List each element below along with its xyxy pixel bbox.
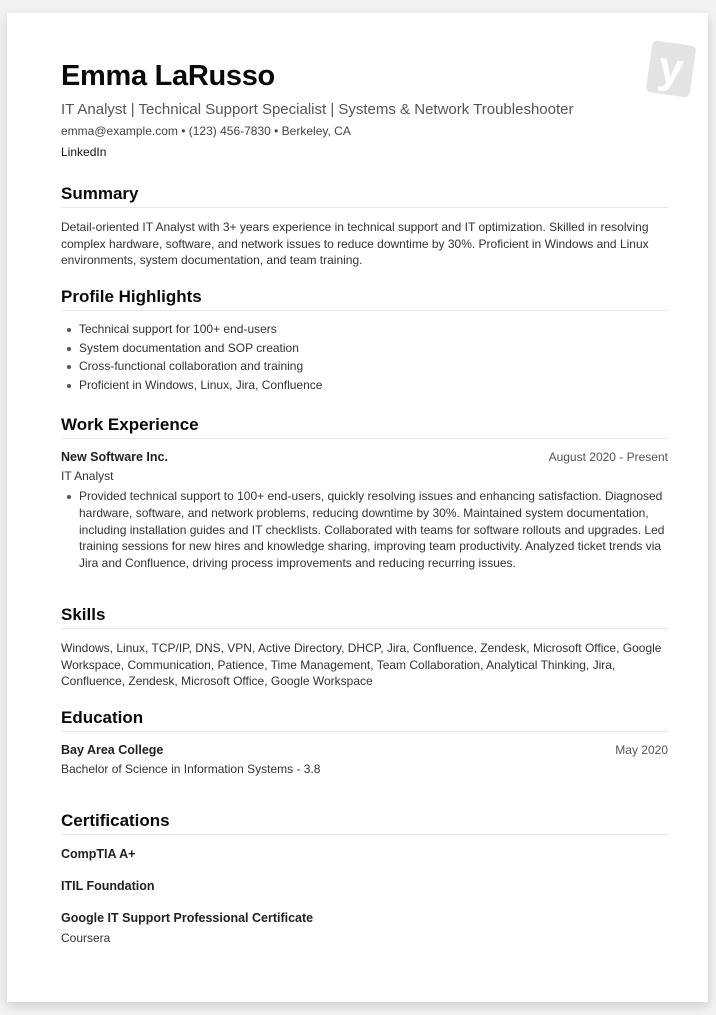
job-role: IT Analyst xyxy=(61,469,114,483)
job-bullet: Provided technical support to 100+ end-users, quickly resolving issues and enhancing satisfaction. Diagnosed hardware, software, and network problems, reducing downtime by 30%. Maintained system documentation, including installation guides and IT checklists. Collaborated with teams for software rollouts and upgrades. Led training sessions for new hires and knowledge sharing, improving team productivity. Analyzed ticket trends via Jira and Confluence, driving process improvements and reducing recurring issues. xyxy=(61,488,671,572)
section-title-education: Education xyxy=(61,708,668,732)
certification-name: Google IT Support Professional Certificate xyxy=(61,911,314,925)
skills-text: Windows, Linux, TCP/IP, DNS, VPN, Active Directory, DHCP, Jira, Confluence, Zendesk, Microsoft Office, Google Workspace, Communication, Patience, Time Management, Team Collaboration, Analytical Thinking, Jira, Confluence, Zendesk, Microsoft Office, Google Workspace xyxy=(61,641,662,688)
section-title-skills: Skills xyxy=(61,605,668,629)
job-header xyxy=(61,450,668,464)
candidate-name: Emma LaRusso xyxy=(61,60,275,92)
education-date: May 2020 xyxy=(615,743,668,757)
contact-info: emma@example.com • (123) 456-7830 • Berkeley, CA xyxy=(61,124,351,138)
section-title-experience: Work Experience xyxy=(61,415,668,439)
linkedin-link[interactable]: LinkedIn xyxy=(61,145,107,159)
education-degree: Bachelor of Science in Information Systems - 3.8 xyxy=(61,762,321,776)
certification-name: CompTIA A+ xyxy=(61,847,136,861)
certification-issuer: Coursera xyxy=(61,931,111,945)
education-school: Bay Area College xyxy=(61,743,164,757)
section-title-certifications: Certifications xyxy=(61,811,668,835)
highlights-list xyxy=(61,320,671,394)
highlight-item: Cross-functional collaboration and training xyxy=(61,357,671,376)
job-bullets xyxy=(61,488,671,572)
section-title-highlights: Profile Highlights xyxy=(61,287,668,311)
candidate-headline: IT Analyst | Technical Support Specialist | Systems & Network Troubleshooter xyxy=(61,101,574,118)
highlight-item: Proficient in Windows, Linux, Jira, Confluence xyxy=(61,376,671,395)
summary-text: Detail-oriented IT Analyst with 3+ years experience in technical support and IT optimization. Skilled in resolving complex hardware, software, and network issues to reduce downtime by 30%. Proficient in Windows and Linux environments, system documentation, and team training. xyxy=(61,220,649,267)
brand-logo-icon: y xyxy=(646,40,697,98)
job-dates: August 2020 - Present xyxy=(548,450,668,464)
certification-name: ITIL Foundation xyxy=(61,879,155,893)
highlight-item: Technical support for 100+ end-users xyxy=(61,320,671,339)
education-header xyxy=(61,743,668,757)
highlight-item: System documentation and SOP creation xyxy=(61,339,671,358)
job-company: New Software Inc. xyxy=(61,450,168,464)
section-title-summary: Summary xyxy=(61,184,668,208)
resume-page xyxy=(7,13,708,1002)
